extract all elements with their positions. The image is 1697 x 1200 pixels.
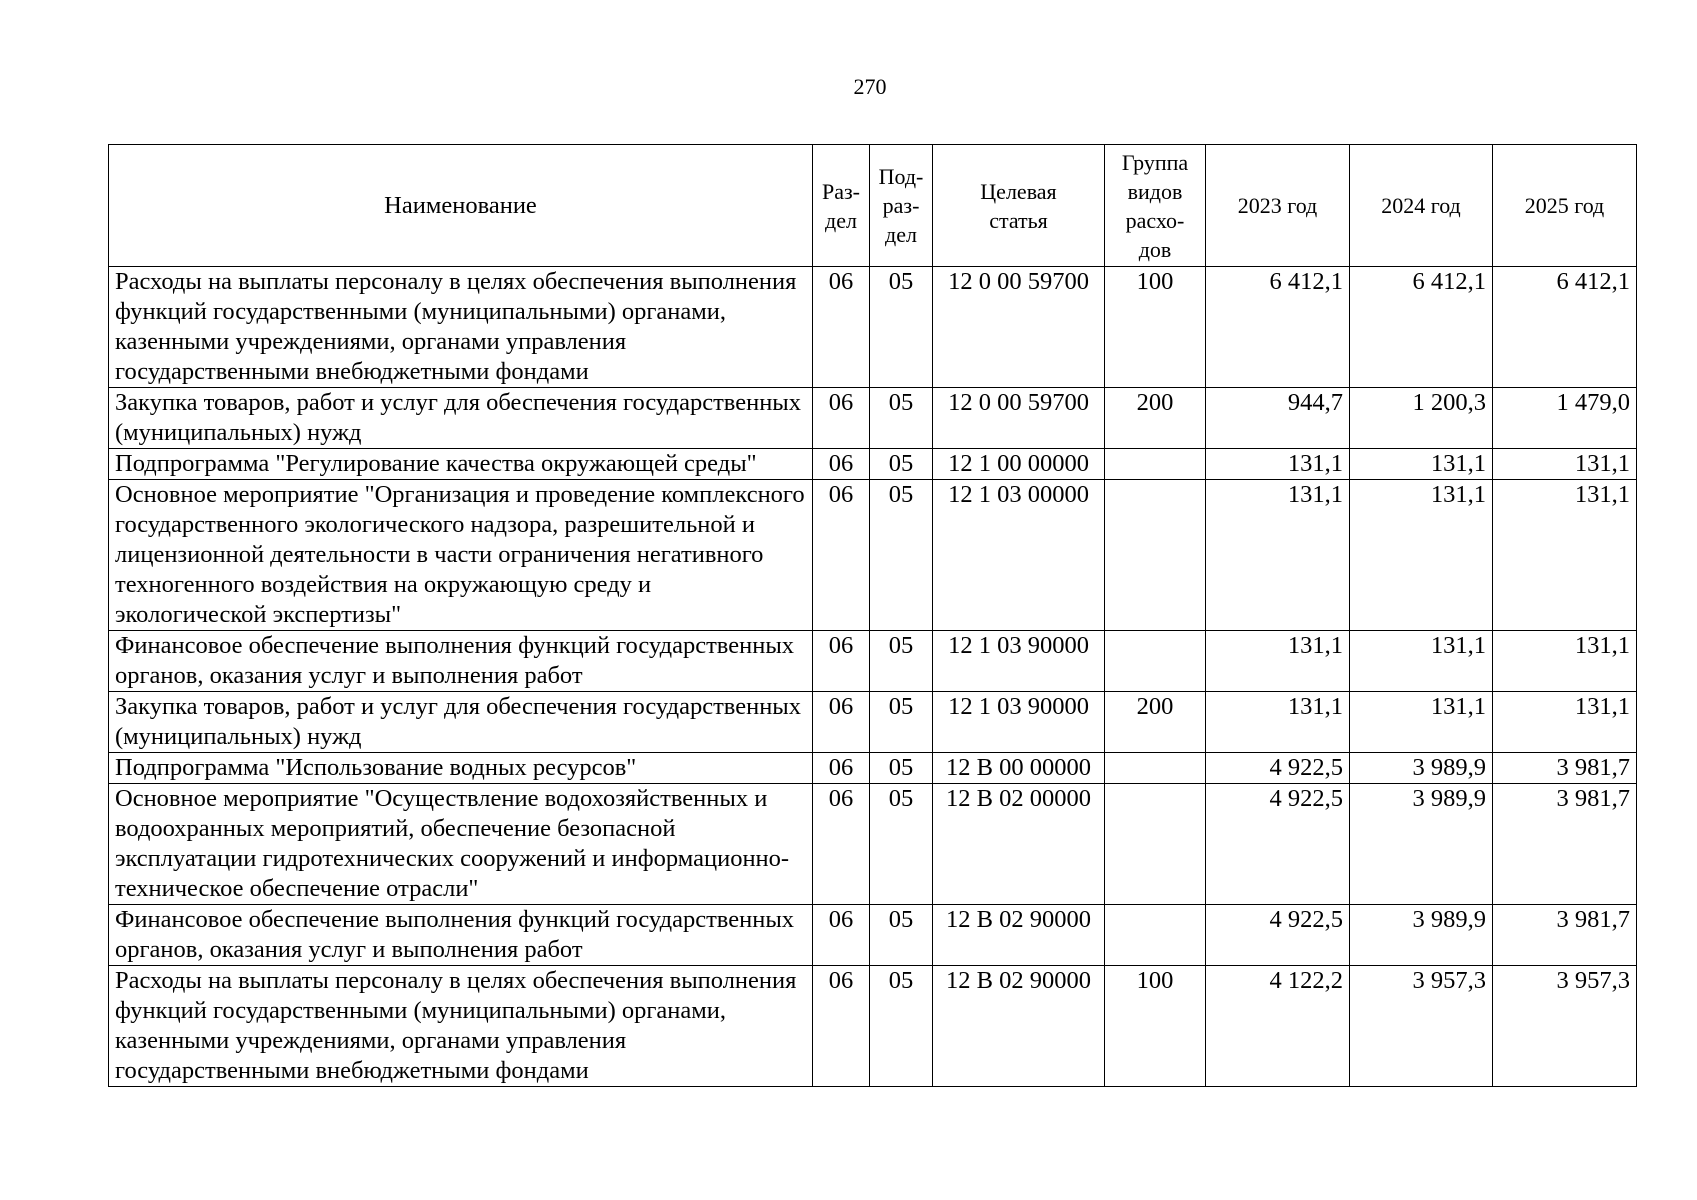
cell-subsection: 05: [870, 631, 933, 692]
cell-target-article: 12 0 00 59700: [933, 388, 1105, 449]
table-row: [109, 388, 1637, 449]
cell-year-2024: 131,1: [1350, 480, 1493, 631]
table-row: [109, 753, 1637, 784]
cell-section: 06: [813, 692, 870, 753]
table-row: [109, 480, 1637, 631]
cell-subsection: 05: [870, 449, 933, 480]
cell-expense-group: 100: [1105, 966, 1206, 1087]
cell-year-2024: 6 412,1: [1350, 267, 1493, 388]
cell-name: Финансовое обеспечение выполнения функций государственных органов, оказания услуг и выполнения работ: [109, 631, 813, 692]
header-target-article: Целевая статья: [933, 145, 1105, 267]
cell-expense-group: [1105, 449, 1206, 480]
cell-target-article: 12 1 00 00000: [933, 449, 1105, 480]
cell-name: Подпрограмма "Регулирование качества окружающей среды": [109, 449, 813, 480]
cell-year-2023: 6 412,1: [1206, 267, 1350, 388]
header-year-2024: 2024 год: [1350, 145, 1493, 267]
header-year-2023: 2023 год: [1206, 145, 1350, 267]
cell-section: 06: [813, 631, 870, 692]
cell-year-2023: 4 922,5: [1206, 905, 1350, 966]
header-section: Раз- дел: [813, 145, 870, 267]
cell-target-article: 12 В 00 00000: [933, 753, 1105, 784]
cell-year-2024: 3 989,9: [1350, 753, 1493, 784]
cell-year-2023: 4 922,5: [1206, 784, 1350, 905]
cell-expense-group: [1105, 905, 1206, 966]
table-row: [109, 692, 1637, 753]
cell-year-2024: 131,1: [1350, 631, 1493, 692]
table-row: [109, 631, 1637, 692]
cell-section: 06: [813, 449, 870, 480]
cell-year-2024: 3 957,3: [1350, 966, 1493, 1087]
cell-target-article: 12 1 03 90000: [933, 631, 1105, 692]
cell-subsection: 05: [870, 753, 933, 784]
cell-subsection: 05: [870, 966, 933, 1087]
cell-name: Подпрограмма "Использование водных ресурсов": [109, 753, 813, 784]
cell-subsection: 05: [870, 480, 933, 631]
cell-expense-group: [1105, 753, 1206, 784]
cell-expense-group: [1105, 631, 1206, 692]
cell-name: Основное мероприятие "Осуществление водохозяйственных и водоохранных мероприятий, обеспечение безопасной эксплуатации гидротехнических сооружений и информационно-техническое обеспечение отрасли": [109, 784, 813, 905]
cell-year-2025: 131,1: [1493, 449, 1637, 480]
table-row: [109, 267, 1637, 388]
cell-year-2023: 131,1: [1206, 692, 1350, 753]
cell-expense-group: 200: [1105, 692, 1206, 753]
cell-year-2023: 131,1: [1206, 480, 1350, 631]
cell-year-2023: 4 122,2: [1206, 966, 1350, 1087]
cell-target-article: 12 В 02 00000: [933, 784, 1105, 905]
cell-year-2024: 131,1: [1350, 692, 1493, 753]
table-row: [109, 449, 1637, 480]
cell-name: Закупка товаров, работ и услуг для обеспечения государственных (муниципальных) нужд: [109, 388, 813, 449]
cell-year-2025: 3 981,7: [1493, 784, 1637, 905]
cell-year-2024: 3 989,9: [1350, 905, 1493, 966]
cell-section: 06: [813, 905, 870, 966]
cell-year-2025: 131,1: [1493, 480, 1637, 631]
cell-section: 06: [813, 753, 870, 784]
table-row: [109, 966, 1637, 1087]
cell-year-2025: 6 412,1: [1493, 267, 1637, 388]
table-body: [109, 267, 1637, 1087]
cell-year-2024: 3 989,9: [1350, 784, 1493, 905]
cell-section: 06: [813, 480, 870, 631]
cell-target-article: 12 В 02 90000: [933, 966, 1105, 1087]
cell-section: 06: [813, 267, 870, 388]
cell-section: 06: [813, 966, 870, 1087]
page-number: 270: [853, 74, 887, 99]
cell-name: Закупка товаров, работ и услуг для обеспечения государственных (муниципальных) нужд: [109, 692, 813, 753]
cell-target-article: 12 1 03 00000: [933, 480, 1105, 631]
budget-table: [108, 144, 1637, 1087]
cell-section: 06: [813, 784, 870, 905]
header-year-2025: 2025 год: [1493, 145, 1637, 267]
cell-subsection: 05: [870, 692, 933, 753]
cell-expense-group: 100: [1105, 267, 1206, 388]
header-name: Наименование: [109, 145, 813, 267]
cell-year-2023: 131,1: [1206, 631, 1350, 692]
cell-target-article: 12 1 03 90000: [933, 692, 1105, 753]
cell-subsection: 05: [870, 267, 933, 388]
cell-expense-group: [1105, 480, 1206, 631]
cell-year-2025: 3 957,3: [1493, 966, 1637, 1087]
cell-year-2025: 131,1: [1493, 631, 1637, 692]
cell-year-2023: 131,1: [1206, 449, 1350, 480]
cell-year-2025: 131,1: [1493, 692, 1637, 753]
cell-year-2024: 1 200,3: [1350, 388, 1493, 449]
cell-year-2025: 3 981,7: [1493, 753, 1637, 784]
cell-name: Расходы на выплаты персоналу в целях обеспечения выполнения функций государственными (муниципальными) органами, казенными учреждениями, органами управления государственными внебюджетными фондами: [109, 267, 813, 388]
cell-target-article: 12 В 02 90000: [933, 905, 1105, 966]
table-row: [109, 905, 1637, 966]
cell-name: Расходы на выплаты персоналу в целях обеспечения выполнения функций государственными (муниципальными) органами, казенными учреждениями, органами управления государственными внебюджетными фондами: [109, 966, 813, 1087]
cell-year-2025: 1 479,0: [1493, 388, 1637, 449]
cell-year-2023: 944,7: [1206, 388, 1350, 449]
cell-year-2024: 131,1: [1350, 449, 1493, 480]
cell-year-2023: 4 922,5: [1206, 753, 1350, 784]
cell-subsection: 05: [870, 388, 933, 449]
cell-subsection: 05: [870, 784, 933, 905]
header-subsection: Под- раз- дел: [870, 145, 933, 267]
cell-name: Финансовое обеспечение выполнения функций государственных органов, оказания услуг и выполнения работ: [109, 905, 813, 966]
cell-name: Основное мероприятие "Организация и проведение комплексного государственного экологического надзора, разрешительной и лицензионной деятельности в части ограничения негативного техногенного воздействия на окружающую среду и экологической экспертизы": [109, 480, 813, 631]
cell-year-2025: 3 981,7: [1493, 905, 1637, 966]
cell-expense-group: [1105, 784, 1206, 905]
cell-section: 06: [813, 388, 870, 449]
header-expense-group: Группа видов расхо- дов: [1105, 145, 1206, 267]
cell-expense-group: 200: [1105, 388, 1206, 449]
cell-subsection: 05: [870, 905, 933, 966]
table-row: [109, 784, 1637, 905]
table-header-row: [109, 145, 1637, 267]
cell-target-article: 12 0 00 59700: [933, 267, 1105, 388]
